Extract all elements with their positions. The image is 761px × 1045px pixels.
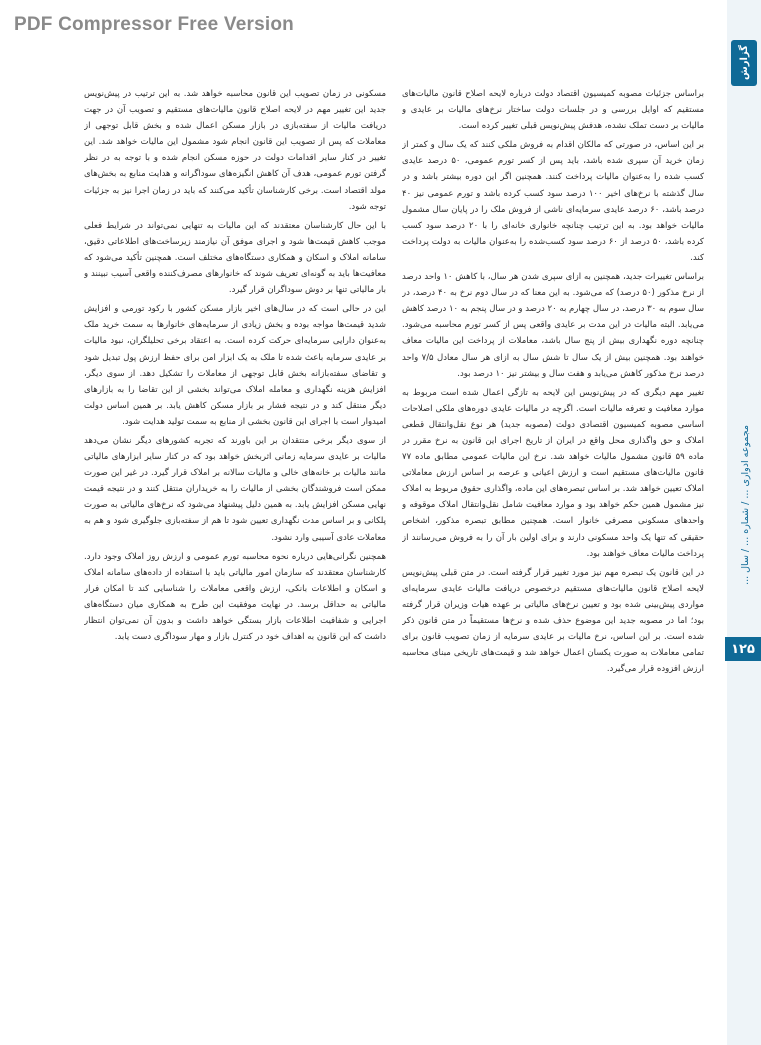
- paragraph: براساس تغییرات جدید، همچنین به ازای سپری شدن هر سال، با کاهش ۱۰ واحد درصد از نرخ مذکور (۵۰ درصد) که می‌شود. به این معنا که در سال دوم نرخ به ۴۰ درصد، در سال سوم به ۳۰ درصد، در سال چهارم به ۲۰ درصد و در سال پنجم به ۱۰ درصد کاهش می‌یابد. البته مالیات در این مدت بر عایدی واقعی پس از کسر تورم محاسبه می‌شود. چنانچه دوره نگهداری بیش از پنج سال باشد، معاملات از پرداخت این مالیات معاف خواهند بود. همچنین بیش از یک سال تا شش سال به ازای هر سال معادل ۷/۵ واحد درصد نرخ مذکور کاهش می‌یابد و هفت سال و بیشتر نیز ۱۰ درصد بود.: [402, 272, 704, 379]
- page-number: ۱۲۵: [725, 637, 761, 661]
- article-body: [84, 86, 704, 1026]
- paragraph: این در حالی است که در سال‌های اخیر بازار مسکن کشور با رکود تورمی و افزایش شدید قیمت‌ها مواجه بوده و بخش زیادی از سرمایه‌های خانوارها به سمت خرید ملک به‌عنوان دارایی سرمایه‌ای حرکت کرده است. به اعتقاد برخی تحلیلگران، نبود مالیات بر عایدی سرمایه باعث شده تا ملک به یک ابزار امن برای حفظ ارزش پول تبدیل شود و تقاضای سفته‌بازانه بخش قابل توجهی از معاملات را تشکیل دهد. از سوی دیگر، افزایش هزینه نگهداری و معامله املاک می‌تواند بخشی از این تقاضا را به بازارهای دیگر منتقل کند و در نتیجه فشار بر بازار مسکن کاهش یابد. بر همین اساس دولت امیدوار است با اجرای این قانون بخشی از منابع به سمت تولید هدایت شود.: [84, 304, 386, 427]
- paragraph: در این قانون یک تبصره مهم نیز مورد تغییر قرار گرفته است. در متن قبلی پیش‌نویس لایحه اصلاح قانون مالیات‌های مستقیم درخصوص دریافت مالیات عایدی سرمایه‌ای مواردی پیش‌بینی شده بود و تعیین نرخ‌های مالیاتی بر عهده هیات وزیران قرار گرفته بود؛ اما در مصوبه جدید این موضوع حذف شده و نرخ‌ها مستقیماً در متن قانون ذکر شده است. بر این اساس، نرخ مالیات بر عایدی سرمایه از زمان تصویب قانون برای تمامی معاملات به صورت یکسان اعمال خواهد شد و قیمت‌های تاریخی مبنای محاسبه ارزش افزوده قرار می‌گیرد.: [402, 567, 704, 675]
- running-head: مجموعه ادواری ... / شماره ... / سال ...: [740, 425, 751, 585]
- paragraph: بر این اساس، در صورتی که مالکان اقدام به فروش ملکی کنند که یک سال و کمتر از زمان خرید آن سپری شده باشد، باید پس از کسر تورم عمومی، ۵۰ درصد عایدی کسب شده را به‌عنوان مالیات پرداخت کنند. همچنین اگر این دوره بیشتر باشد و در سال گذشته با نرخ‌های اخیر ۱۰۰ درصد سود کسب کرده باشد و تورم عمومی نیز ۴۰ درصد باشد، ۶۰ درصد عایدی سرمایه‌ای ناشی از فروش ملک را در پایان سال مشمول مالیات خواهد بود. به این ترتیب چنانچه خانواری خانه‌ای را با ۲۰ درصد سود کسب کرده باشد، ۵۰ درصد از ۶۰ درصد سود کسب‌شده را به‌عنوان مالیات به دولت پرداخت کند.: [402, 140, 704, 263]
- column-left: [84, 86, 386, 1026]
- paragraph: مسکونی در زمان تصویب این قانون محاسبه خواهد شد. به این ترتیب در پیش‌نویس جدید این تغییر مهم در لایحه اصلاح قانون مالیات‌های مستقیم و تصویب آن در جهت دریافت مالیات از سفته‌بازی در بازار مسکن اعمال شده و بخش قابل توجهی از معاملات که پس از تصویب این قانون انجام شود مشمول این مالیات خواهد شد. این تغییر در کنار سایر اقدامات دولت در حوزه مسکن انجام شده و با توجه به در نظر گرفتن تورم عمومی، هدف آن کاهش انگیزه‌های سوداگرانه و هدایت منابع به بخش‌های مولد اقتصاد است. برخی کارشناسان تأکید می‌کنند که باید در زمان اجرا نیز به جزئیات توجه شود.: [84, 89, 386, 212]
- paragraph: با این حال کارشناسان معتقدند که این مالیات به تنهایی نمی‌تواند در شرایط فعلی موجب کاهش قیمت‌ها شود و اجرای موفق آن نیازمند زیرساخت‌های اطلاعاتی دقیق، سامانه املاک و اسکان و همکاری دستگاه‌های مختلف است. همچنین تأکید می‌شود که معافیت‌ها باید به گونه‌ای تعریف شوند که خانوارهای مصرف‌کننده واقعی آسیب نبینند و بار مالیاتی تنها بر دوش سوداگران قرار گیرد.: [84, 220, 386, 296]
- paragraph: همچنین نگرانی‌هایی درباره نحوه محاسبه تورم عمومی و ارزش روز املاک وجود دارد. کارشناسان معتقدند که سازمان امور مالیاتی باید با استفاده از داده‌های سامانه املاک و اسکان و اطلاعات بانکی، ارزش واقعی معاملات را شناسایی کند تا امکان فرار مالیاتی به حداقل برسد. در نهایت موفقیت این طرح به همکاری میان دستگاه‌های اجرایی و شفافیت اطلاعات بازار بستگی خواهد داشت و بدون آن نمی‌توان انتظار داشت که این قانون به اهداف خود در کنترل بازار و مهار سوداگری دست یابد.: [84, 551, 386, 643]
- section-tab-label: گزارش: [738, 45, 750, 81]
- column-right: [402, 86, 704, 1026]
- section-tab: [731, 40, 757, 86]
- paragraph: براساس جزئیات مصوبه کمیسیون اقتصاد دولت درباره لایحه اصلاح قانون مالیات‌های مستقیم که اوایل بررسی و در جلسات دولت ساختار نرخ‌های مالیات بر عایدی و مالیات بر دست تملک نشده، هدفش پیش‌نویس قبلی تغییر کرده است.: [402, 89, 704, 132]
- watermark: PDF Compressor Free Version: [14, 14, 294, 35]
- paragraph: تغییر مهم دیگری که در پیش‌نویس این لایحه به تازگی اعمال شده است مربوط به موارد معافیت و تعرفه مالیات است. اگرچه در مالیات عایدی دوره‌های ملکی اصلاحات اساسی مصوبه کمیسیون اقتصادی دولت (مصوبه جدید) هر نوع نقل‌وانتقال قطعی املاک و حق واگذاری محل واقع در ایران از تاریخ اجرای این قانون به نرخ مقرر در ماده ۵۹ قانون مشمول مالیات خواهد شد. نرخ این مالیات عمومی مطابق ماده ۷۷ قانون مالیات‌های مستقیم است و ارزش اعیانی و عرصه بر اساس ارزش معاملاتی املاک تعیین خواهد شد. بر اساس تبصره‌های این ماده، واگذاری حقوق مربوط به املاک نیز مشمول همین حکم خواهد بود و موارد معافیت شامل نقل‌وانتقال املاک موقوفه و واحدهای مسکونی مصرفی خانوار است. همچنین مطابق تبصره مذکور، اشخاص حقیقی که تنها یک واحد مسکونی دارند و برای اولین بار آن را به فروش می‌رسانند از پرداخت مالیات معاف خواهند بود.: [402, 387, 704, 559]
- paragraph: از سوی دیگر برخی منتقدان بر این باورند که تجربه کشورهای دیگر نشان می‌دهد مالیات بر عایدی سرمایه زمانی اثربخش خواهد بود که در کنار سایر ابزارهای مالیاتی مانند مالیات بر خانه‌های خالی و مالیات سالانه بر املاک قرار گیرد. در غیر این صورت ممکن است فروشندگان بخشی از مالیات را به خریداران منتقل کنند و در نتیجه قیمت نهایی مسکن افزایش یابد. به همین دلیل پیشنهاد می‌شود که نرخ‌های مالیاتی به صورت پلکانی و بر اساس مدت نگهداری تعیین شود تا هم از سفته‌بازی جلوگیری شود و هم به معاملات عادی آسیبی وارد نشود.: [84, 435, 386, 543]
